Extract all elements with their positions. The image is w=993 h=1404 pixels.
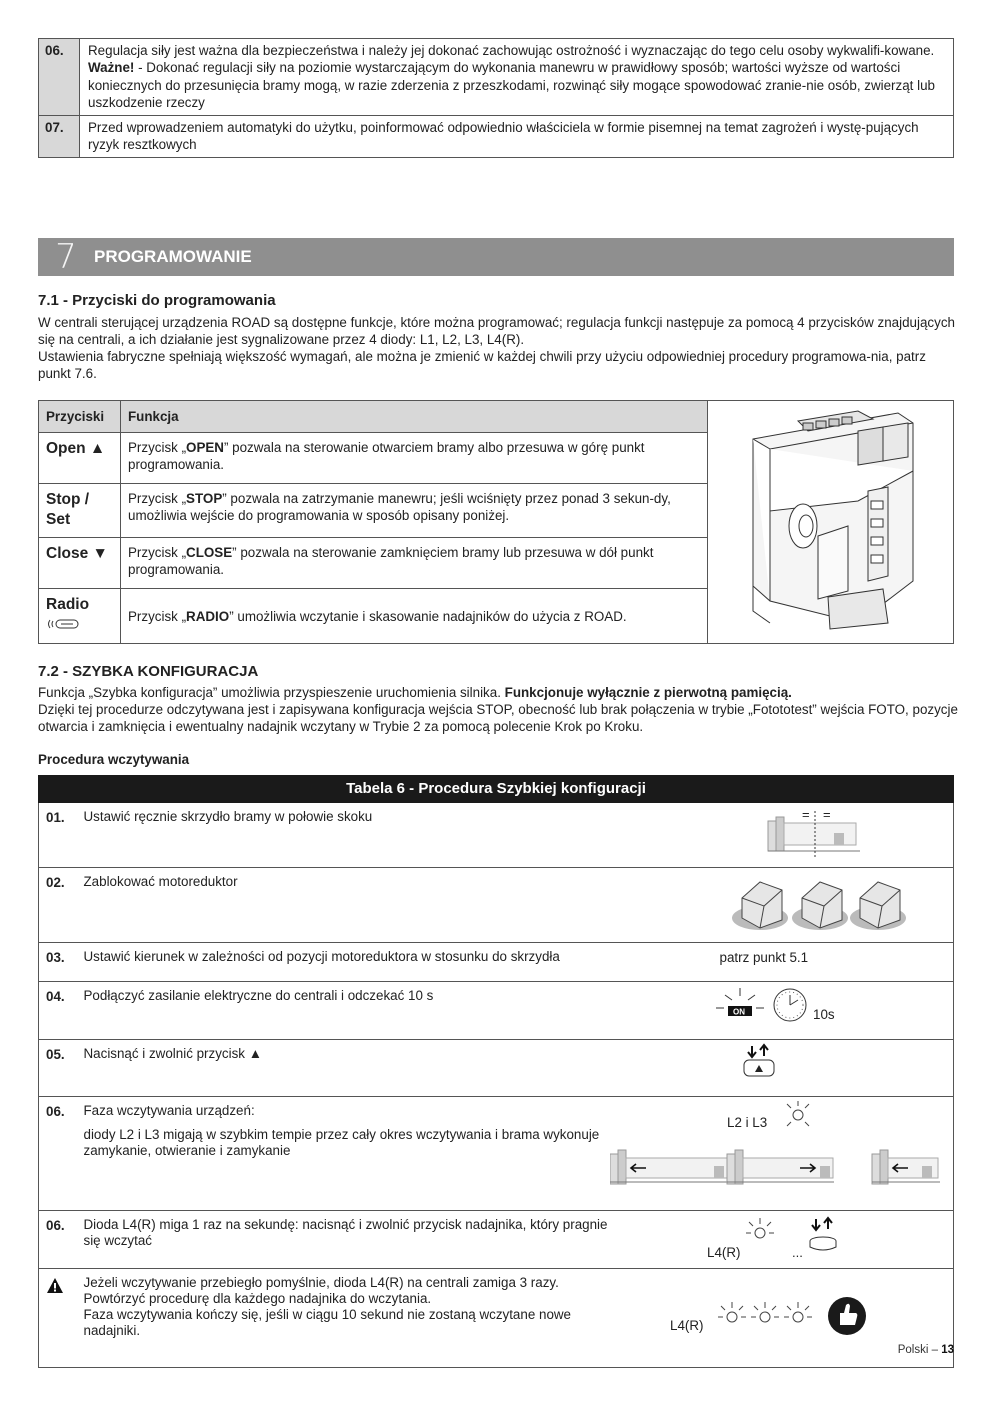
step-text: Podłączyć zasilanie elektryczne do centrali i odczekać 10 s (80, 982, 620, 1039)
column-header: Przyciski (39, 401, 121, 433)
warning-text: Jeżeli wczytywanie przebiegło pomyślnie, dioda L4(R) na centrali zamiga 3 razy. Powtórzyć procedurę dla każdego nadajnika do wczytania. Faza wczytywania kończy się, jeśli w ciągu 10 sekund nie zostaną wczytane nowe nadajniki. (80, 1268, 620, 1367)
svg-text:10s: 10s (812, 1007, 835, 1023)
row-text: Regulacja siły jest ważna dla bezpieczeństwa i należy jej dokonać zachowując ostrożność i wyznaczając do tego celu osoby wykwalifi-kowane. Ważne! - Dokonać regulacji siły na poziomie wystarczającym do wykonania manewru w prawidłowy sposób; wartości wyższe od wartości koniecznych do przesunięcia bramy mogą, w razie zderzenia z przeszkodami, rozwinąć siły mogące spowodować zranie-nie osób, zwierząt lub uszkodzenie rzeczy (80, 39, 954, 116)
button-name-stop: Stop / Set (39, 484, 121, 538)
table-row (39, 802, 954, 867)
step-text: Ustawić kierunek w zależności od pozycji motoreduktora w stosunku do skrzydła (80, 943, 620, 982)
led-l4-transmitter-icon (620, 1211, 952, 1263)
power-on-timer-icon (620, 982, 952, 1034)
table-row (39, 867, 954, 942)
button-function: Przycisk „CLOSE” pozwala na sterowanie zamknięciem bramy lub przesuwa w dół punkt programowania. (121, 538, 708, 589)
paragraph-7-2 (38, 684, 958, 735)
button-name-open: Open ▲ (39, 433, 121, 484)
step-number: 01. (39, 802, 80, 867)
step-number: 05. (39, 1039, 80, 1096)
table-row (39, 1097, 954, 1211)
step-number: 02. (39, 867, 80, 942)
press-open-button-icon (620, 1040, 952, 1092)
table-row (39, 982, 954, 1039)
section-number: 7 (55, 236, 77, 277)
column-header: Funkcja (121, 401, 708, 433)
svg-text:ON: ON (732, 1007, 745, 1017)
buttons-table (38, 400, 954, 644)
step-number: 03. (39, 943, 80, 982)
paragraph-text: Dzięki tej procedurze odczytywana jest i zapisywana konfiguracja wejścia STOP, obecność lub brak połączenia w trybie „Fotototest” wejścia FOTO, pozycje otwarcia i zamknięcia i ewentualny nadajnik wczytany w Trybie 2 za pomocą polecenie Krok po Kroku. (38, 702, 958, 734)
section-header (38, 238, 954, 276)
control-unit-illustration (708, 401, 954, 644)
row-number: 06. (39, 39, 80, 116)
step-number: 06. (39, 1097, 80, 1211)
table-title-row (39, 776, 954, 803)
warning-cell (39, 1268, 80, 1367)
table-title: Tabela 6 - Procedura Szybkiej konfiguracji (39, 776, 954, 803)
step-text: Ustawić ręcznie skrzydło bramy w połowie skoku (80, 802, 620, 867)
safety-notes-table (38, 38, 954, 158)
svg-text:...: ... (791, 1245, 803, 1261)
table-row (39, 1268, 954, 1367)
row-text: Przed wprowadzeniem automatyki do użytku, poinformować odpowiednio właściciela w formie pisemnej na temat zagrożeń i wystę-pujących ryzyk resztkowych (80, 115, 954, 157)
button-function: Przycisk „OPEN” pozwala na sterowanie otwarciem bramy albo przesuwa w górę punkt programowania. (121, 433, 708, 484)
paragraph-text: W centrali sterującej urządzenia ROAD są dostępne funkcje, które można programować; regulacja funkcji następuje za pomocą 4 przycisków znajdujących się na centrali, a ich działanie jest sygnalizowane przez 4 diody: L1, L2, L3, L4(R). (38, 315, 955, 347)
table-row (39, 943, 954, 982)
button-name-close: Close ▼ (39, 538, 121, 589)
step-text: Dioda L4(R) miga 1 raz na sekundę: nacisnąć i zwolnić przycisk nadajnika, który pragnie się wczytać (80, 1211, 620, 1268)
quick-config-table (38, 775, 954, 1368)
step-text: Faza wczytywania urządzeń: diody L2 i L3 migają w szybkim tempie przez cały okres wczytywania i brama wykonuje zamykanie, otwieranie i zamykanie (80, 1097, 620, 1211)
gate-half-open-icon (620, 803, 952, 863)
control-unit-icon (708, 401, 952, 639)
button-name-radio: Radio (39, 589, 121, 644)
step-illustration (620, 1211, 954, 1268)
svg-text:=: = (822, 806, 831, 822)
table-row (39, 1039, 954, 1096)
step-text: Nacisnąć i zwolnić przycisk ▲ (80, 1039, 620, 1096)
step-reference: patrz punkt 5.1 (620, 943, 954, 982)
heading-7-2: 7.2 - SZYBKA KONFIGURACJA (38, 663, 259, 680)
table-row (39, 39, 954, 116)
step-illustration (620, 802, 954, 867)
page-footer: Polski – 13 (897, 1344, 954, 1356)
svg-text:=: = (801, 806, 810, 822)
step-illustration (620, 982, 954, 1039)
procedure-label: Procedura wczytywania (38, 752, 190, 767)
step-number: 04. (39, 982, 80, 1039)
step-illustration (620, 1039, 954, 1096)
step-number: 06. (39, 1211, 80, 1268)
paragraph-text: Ustawienia fabryczne spełniają większość wymagań, ale można je zmienić w każdej chwili przy użyciu odpowiedniej procedury programowa-nia, patrz punkt 7.6. (38, 349, 926, 381)
paragraph-7-1 (38, 314, 958, 382)
section-title: PROGRAMOWANIE (94, 246, 252, 266)
radio-icon (46, 617, 82, 631)
svg-text:L4(R): L4(R) (669, 1317, 703, 1333)
paragraph-text: Funkcja „Szybka konfiguracja” umożliwia przyspieszenie uruchomienia silnika. Funkcjonuje wyłącznie z pierwotną pamięcią. (38, 685, 792, 700)
row-number: 07. (39, 115, 80, 157)
step-text: Zablokować motoreduktor (80, 867, 620, 942)
svg-text:L4(R): L4(R) (706, 1245, 740, 1261)
heading-7-1: 7.1 - Przyciski do programowania (38, 292, 276, 309)
table-row (39, 115, 954, 157)
button-function: Przycisk „STOP” pozwala na zatrzymanie manewru; jeśli wciśnięty przez ponad 3 sekun-dy, umożliwia wejście do programowania w sposób opisany poniżej. (121, 484, 708, 538)
step-illustration (620, 1097, 954, 1211)
led-label: L2 i L3 (727, 1115, 768, 1130)
button-function: Przycisk „RADIO” umożliwia wczytanie i skasowanie nadajników do użycia z ROAD. (121, 589, 708, 644)
table-header-row (39, 401, 954, 433)
step-illustration (620, 867, 954, 942)
table-row (39, 1211, 954, 1268)
motor-lock-icon (620, 868, 952, 938)
warning-icon (46, 1277, 64, 1295)
